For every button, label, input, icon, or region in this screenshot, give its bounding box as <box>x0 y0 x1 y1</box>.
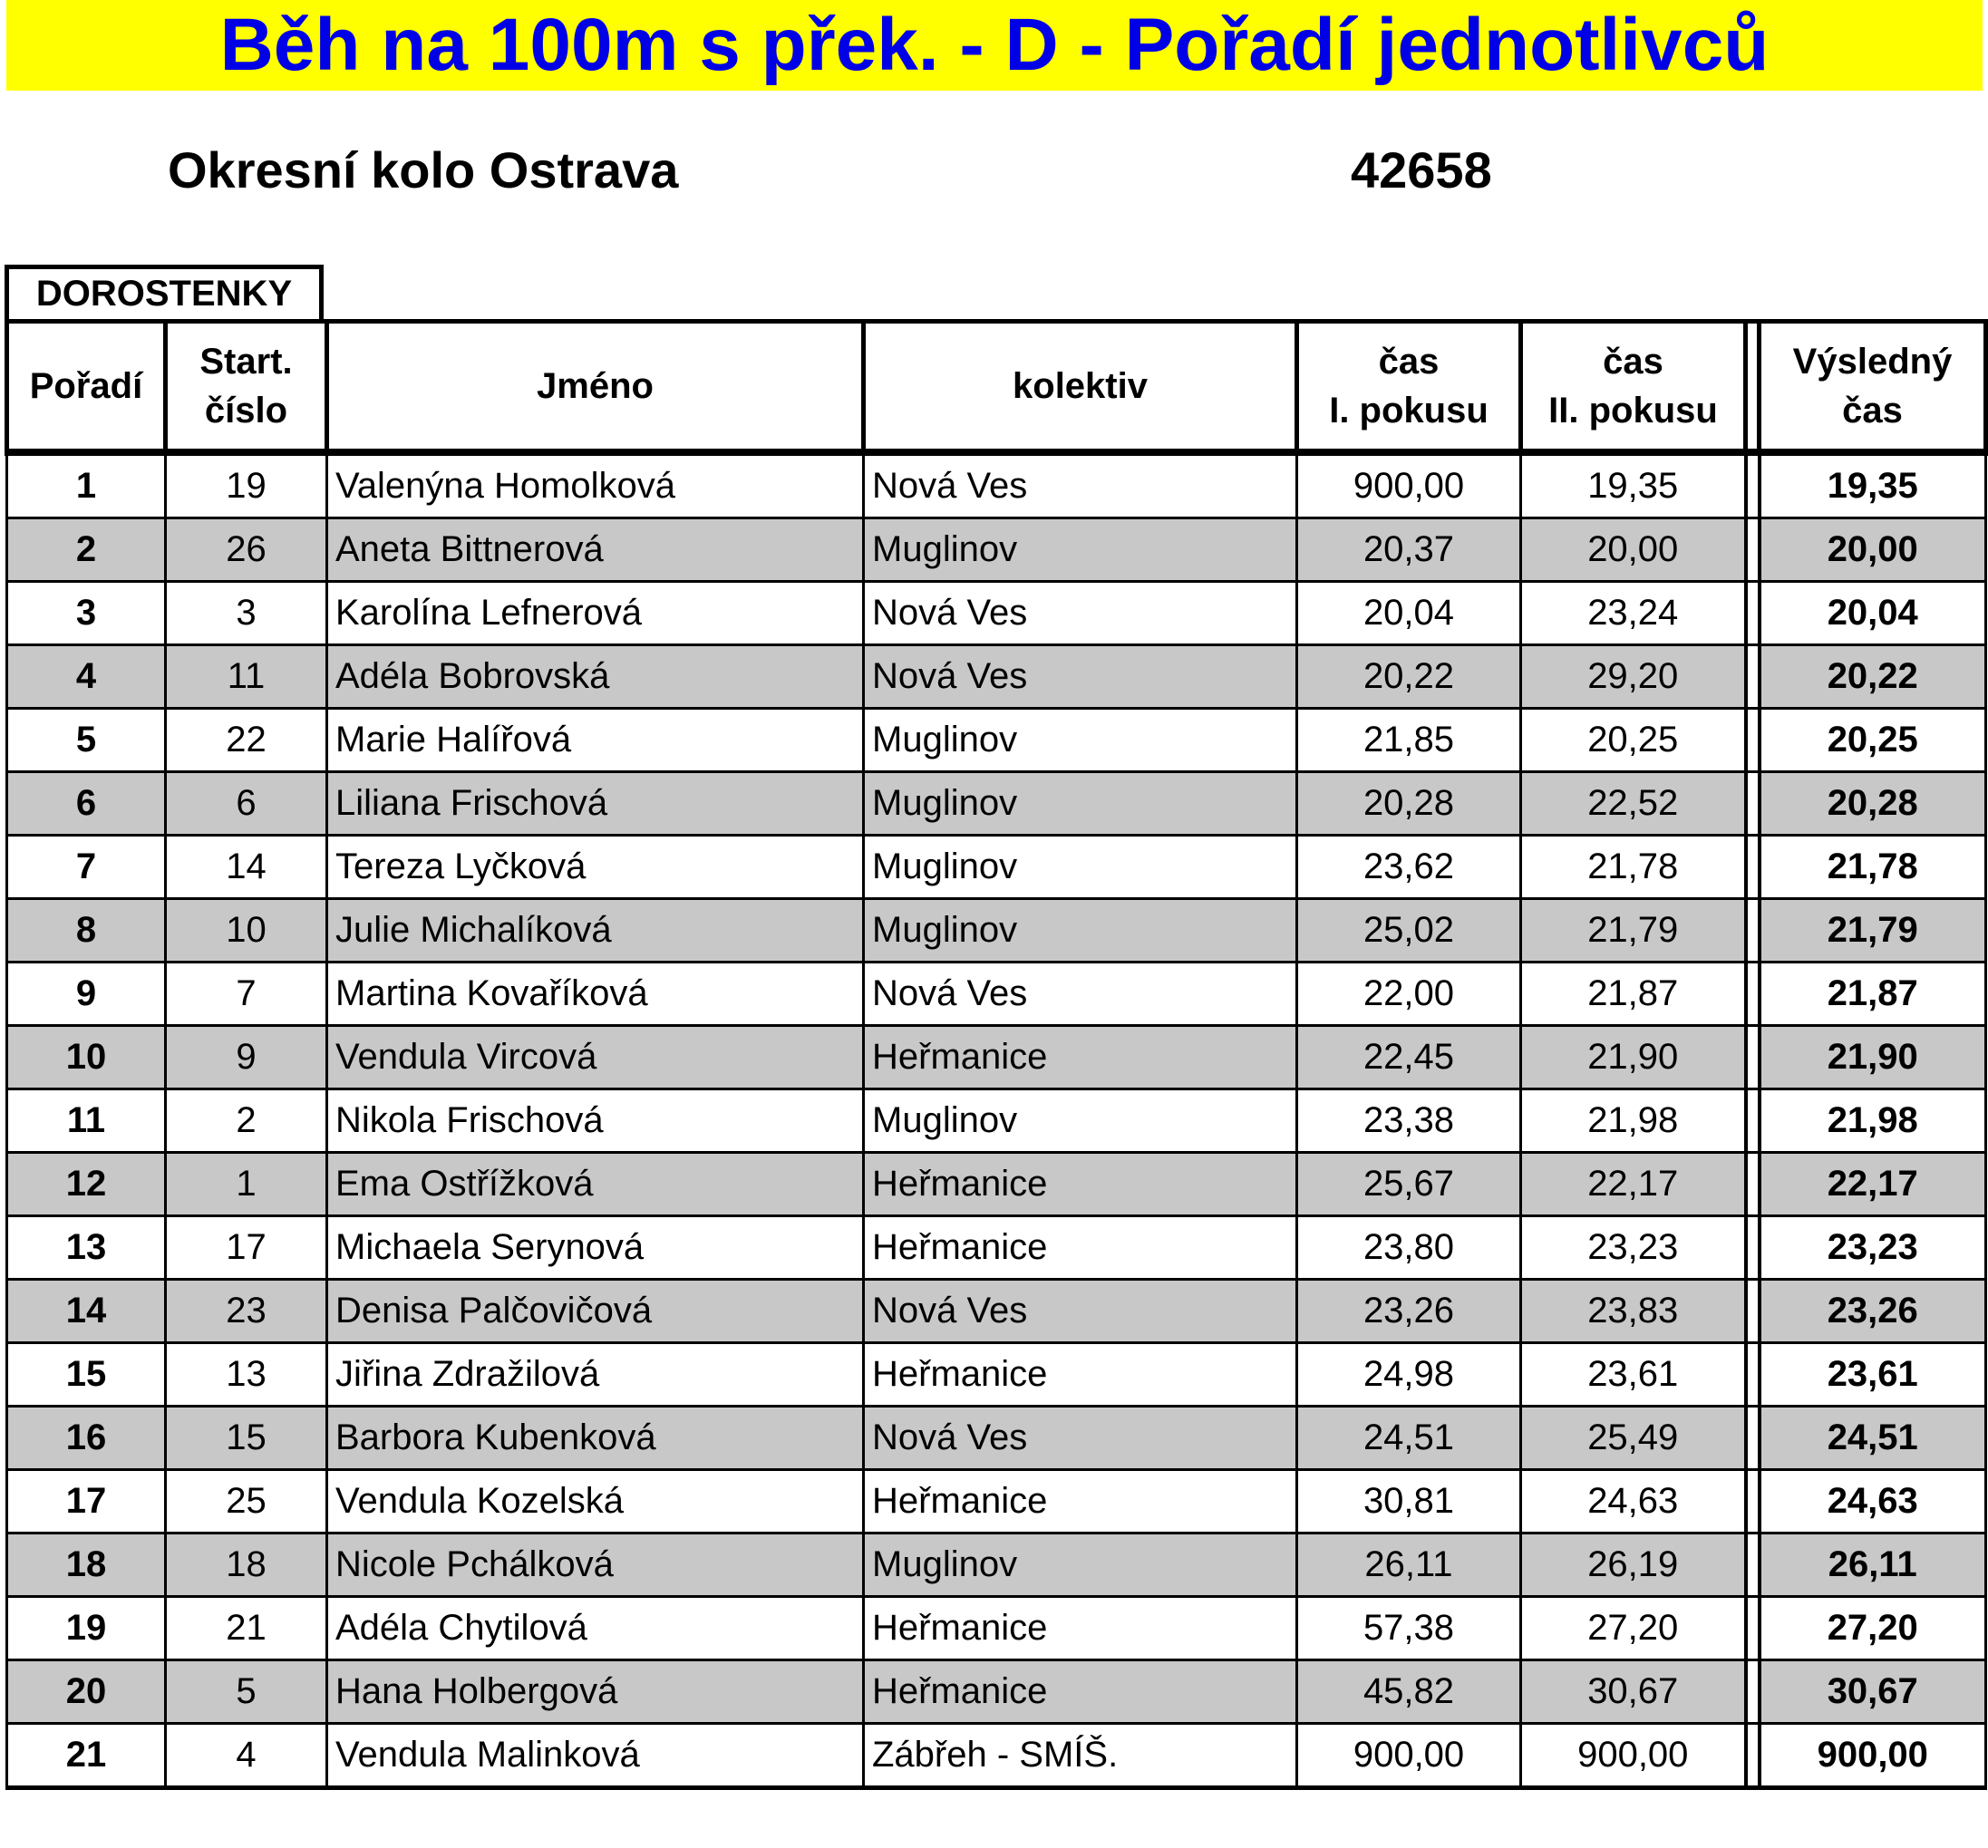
time-second-cell: 22,17 <box>1521 1153 1746 1216</box>
gap-cell <box>1746 582 1760 645</box>
time-second-cell: 21,98 <box>1521 1089 1746 1153</box>
table-row <box>7 709 1986 772</box>
gap-cell <box>1746 645 1760 709</box>
start-number-cell: 25 <box>166 1470 327 1534</box>
club-cell: Muglinov <box>864 1534 1297 1597</box>
table-row <box>7 1089 1986 1153</box>
club-cell: Muglinov <box>864 1089 1297 1153</box>
gap-cell <box>1746 1724 1760 1788</box>
final-time-cell: 20,28 <box>1760 772 1986 836</box>
start-number-cell: 13 <box>166 1343 327 1407</box>
rank-cell: 2 <box>7 518 166 582</box>
header-name: Jméno <box>327 322 864 453</box>
table-row <box>7 1470 1986 1534</box>
table-row <box>7 1597 1986 1660</box>
table-row <box>7 582 1986 645</box>
header-time-first <box>1297 322 1521 453</box>
time-first-cell: 23,62 <box>1297 836 1521 899</box>
table-row <box>7 1153 1986 1216</box>
final-time-cell: 21,78 <box>1760 836 1986 899</box>
name-cell: Tereza Lyčková <box>327 836 864 899</box>
name-cell: Vendula Malinková <box>327 1724 864 1788</box>
final-time-cell: 24,63 <box>1760 1470 1986 1534</box>
rank-cell: 12 <box>7 1153 166 1216</box>
header-start-line2: číslo <box>204 391 288 431</box>
header-t1-line2: I. pokusu <box>1329 391 1489 431</box>
time-second-cell: 23,61 <box>1521 1343 1746 1407</box>
time-first-cell: 20,28 <box>1297 772 1521 836</box>
start-number-cell: 17 <box>166 1216 327 1280</box>
start-number-cell: 18 <box>166 1534 327 1597</box>
rank-cell: 8 <box>7 899 166 963</box>
final-time-cell: 21,90 <box>1760 1026 1986 1089</box>
club-cell: Muglinov <box>864 518 1297 582</box>
final-time-cell: 20,00 <box>1760 518 1986 582</box>
gap-cell <box>1746 1470 1760 1534</box>
table-row <box>7 452 1986 518</box>
time-first-cell: 20,22 <box>1297 645 1521 709</box>
time-second-cell: 21,78 <box>1521 836 1746 899</box>
start-number-cell: 19 <box>166 452 327 518</box>
rank-cell: 1 <box>7 452 166 518</box>
gap-cell <box>1746 518 1760 582</box>
category-label: DOROSTENKY <box>5 265 324 319</box>
header-final-line2: čas <box>1842 391 1903 431</box>
name-cell: Barbora Kubenková <box>327 1407 864 1470</box>
gap-cell <box>1746 1026 1760 1089</box>
name-cell: Vendula Vircová <box>327 1026 864 1089</box>
start-number-cell: 26 <box>166 518 327 582</box>
club-cell: Heřmanice <box>864 1216 1297 1280</box>
time-first-cell: 900,00 <box>1297 1724 1521 1788</box>
table-row <box>7 1660 1986 1724</box>
table-row <box>7 1216 1986 1280</box>
name-cell: Adéla Chytilová <box>327 1597 864 1660</box>
time-second-cell: 21,87 <box>1521 963 1746 1026</box>
rank-cell: 20 <box>7 1660 166 1724</box>
table-row <box>7 772 1986 836</box>
header-start-line1: Start. <box>199 342 293 382</box>
rank-cell: 16 <box>7 1407 166 1470</box>
final-time-cell: 21,87 <box>1760 963 1986 1026</box>
final-time-cell: 19,35 <box>1760 452 1986 518</box>
time-first-cell: 25,02 <box>1297 899 1521 963</box>
time-first-cell: 900,00 <box>1297 452 1521 518</box>
start-number-cell: 5 <box>166 1660 327 1724</box>
final-time-cell: 24,51 <box>1760 1407 1986 1470</box>
gap-cell <box>1746 452 1760 518</box>
rank-cell: 5 <box>7 709 166 772</box>
club-cell: Heřmanice <box>864 1343 1297 1407</box>
club-cell: Heřmanice <box>864 1470 1297 1534</box>
time-second-cell: 29,20 <box>1521 645 1746 709</box>
final-time-cell: 21,98 <box>1760 1089 1986 1153</box>
start-number-cell: 2 <box>166 1089 327 1153</box>
final-time-cell: 22,17 <box>1760 1153 1986 1216</box>
name-cell: Ema Ostřížková <box>327 1153 864 1216</box>
time-second-cell: 20,00 <box>1521 518 1746 582</box>
results-body <box>7 452 1986 1788</box>
time-first-cell: 23,38 <box>1297 1089 1521 1153</box>
final-time-cell: 900,00 <box>1760 1724 1986 1788</box>
time-first-cell: 24,98 <box>1297 1343 1521 1407</box>
table-row <box>7 1343 1986 1407</box>
time-first-cell: 24,51 <box>1297 1407 1521 1470</box>
club-cell: Nová Ves <box>864 582 1297 645</box>
gap-cell <box>1746 1660 1760 1724</box>
club-cell: Heřmanice <box>864 1026 1297 1089</box>
name-cell: Michaela Serynová <box>327 1216 864 1280</box>
name-cell: Jiřina Zdražilová <box>327 1343 864 1407</box>
round-label: Okresní kolo Ostrava <box>168 141 679 198</box>
name-cell: Adéla Bobrovská <box>327 645 864 709</box>
time-first-cell: 22,45 <box>1297 1026 1521 1089</box>
start-number-cell: 10 <box>166 899 327 963</box>
header-final-time <box>1760 322 1986 453</box>
gap-cell <box>1746 1597 1760 1660</box>
club-cell: Zábřeh - SMÍŠ. <box>864 1724 1297 1788</box>
rank-cell: 11 <box>7 1089 166 1153</box>
start-number-cell: 23 <box>166 1280 327 1343</box>
time-second-cell: 900,00 <box>1521 1724 1746 1788</box>
final-time-cell: 23,26 <box>1760 1280 1986 1343</box>
table-header-row <box>7 322 1986 453</box>
start-number-cell: 21 <box>166 1597 327 1660</box>
final-time-cell: 20,04 <box>1760 582 1986 645</box>
name-cell: Hana Holbergová <box>327 1660 864 1724</box>
club-cell: Nová Ves <box>864 1280 1297 1343</box>
name-cell: Nicole Pchálková <box>327 1534 864 1597</box>
gap-cell <box>1746 963 1760 1026</box>
time-first-cell: 22,00 <box>1297 963 1521 1026</box>
rank-cell: 6 <box>7 772 166 836</box>
gap-cell <box>1746 1280 1760 1343</box>
start-number-cell: 22 <box>166 709 327 772</box>
rank-cell: 15 <box>7 1343 166 1407</box>
table-row <box>7 518 1986 582</box>
time-second-cell: 26,19 <box>1521 1534 1746 1597</box>
name-cell: Liliana Frischová <box>327 772 864 836</box>
table-row <box>7 836 1986 899</box>
start-number-cell: 6 <box>166 772 327 836</box>
header-club: kolektiv <box>864 322 1297 453</box>
final-time-cell: 27,20 <box>1760 1597 1986 1660</box>
time-second-cell: 19,35 <box>1521 452 1746 518</box>
gap-cell <box>1746 1089 1760 1153</box>
gap-cell <box>1746 772 1760 836</box>
table-row <box>7 1280 1986 1343</box>
rank-cell: 14 <box>7 1280 166 1343</box>
name-cell: Denisa Palčovičová <box>327 1280 864 1343</box>
header-rank: Pořadí <box>7 322 166 453</box>
event-code: 42658 <box>1351 141 1492 198</box>
time-second-cell: 23,24 <box>1521 582 1746 645</box>
rank-cell: 21 <box>7 1724 166 1788</box>
header-time-second <box>1521 322 1746 453</box>
time-second-cell: 30,67 <box>1521 1660 1746 1724</box>
final-time-cell: 21,79 <box>1760 899 1986 963</box>
time-first-cell: 45,82 <box>1297 1660 1521 1724</box>
page-title: Běh na 100m s přek. - D - Pořadí jednotlivců <box>219 4 1770 86</box>
club-cell: Nová Ves <box>864 645 1297 709</box>
name-cell: Valenýna Homolková <box>327 452 864 518</box>
table-row <box>7 1407 1986 1470</box>
table-row <box>7 899 1986 963</box>
gap-cell <box>1746 1153 1760 1216</box>
final-time-cell: 23,23 <box>1760 1216 1986 1280</box>
start-number-cell: 9 <box>166 1026 327 1089</box>
name-cell: Nikola Frischová <box>327 1089 864 1153</box>
time-first-cell: 25,67 <box>1297 1153 1521 1216</box>
name-cell: Aneta Bittnerová <box>327 518 864 582</box>
rank-cell: 17 <box>7 1470 166 1534</box>
name-cell: Julie Michalíková <box>327 899 864 963</box>
table-row <box>7 1026 1986 1089</box>
club-cell: Nová Ves <box>864 963 1297 1026</box>
start-number-cell: 11 <box>166 645 327 709</box>
club-cell: Nová Ves <box>864 452 1297 518</box>
table-row <box>7 645 1986 709</box>
time-second-cell: 23,83 <box>1521 1280 1746 1343</box>
time-second-cell: 21,90 <box>1521 1026 1746 1089</box>
time-second-cell: 21,79 <box>1521 899 1746 963</box>
gap-cell <box>1746 1343 1760 1407</box>
club-cell: Heřmanice <box>864 1597 1297 1660</box>
header-t2-line2: II. pokusu <box>1548 391 1718 431</box>
header-t2-line1: čas <box>1603 342 1663 382</box>
club-cell: Muglinov <box>864 899 1297 963</box>
header-start-number <box>166 322 327 453</box>
final-time-cell: 30,67 <box>1760 1660 1986 1724</box>
header-final-line1: Výsledný <box>1792 342 1953 382</box>
rank-cell: 18 <box>7 1534 166 1597</box>
time-first-cell: 23,26 <box>1297 1280 1521 1343</box>
rank-cell: 13 <box>7 1216 166 1280</box>
time-second-cell: 24,63 <box>1521 1470 1746 1534</box>
header-gap <box>1746 322 1760 453</box>
gap-cell <box>1746 709 1760 772</box>
time-second-cell: 20,25 <box>1521 709 1746 772</box>
club-cell: Muglinov <box>864 772 1297 836</box>
final-time-cell: 26,11 <box>1760 1534 1986 1597</box>
time-second-cell: 22,52 <box>1521 772 1746 836</box>
time-first-cell: 20,37 <box>1297 518 1521 582</box>
name-cell: Karolína Lefnerová <box>327 582 864 645</box>
gap-cell <box>1746 836 1760 899</box>
gap-cell <box>1746 899 1760 963</box>
rank-cell: 10 <box>7 1026 166 1089</box>
final-time-cell: 20,25 <box>1760 709 1986 772</box>
title-banner <box>6 0 1983 91</box>
time-first-cell: 30,81 <box>1297 1470 1521 1534</box>
table-row <box>7 963 1986 1026</box>
final-time-cell: 23,61 <box>1760 1343 1986 1407</box>
start-number-cell: 3 <box>166 582 327 645</box>
time-first-cell: 26,11 <box>1297 1534 1521 1597</box>
rank-cell: 19 <box>7 1597 166 1660</box>
time-first-cell: 20,04 <box>1297 582 1521 645</box>
name-cell: Vendula Kozelská <box>327 1470 864 1534</box>
results-table <box>5 319 1988 1790</box>
table-row <box>7 1724 1986 1788</box>
rank-cell: 4 <box>7 645 166 709</box>
time-second-cell: 27,20 <box>1521 1597 1746 1660</box>
name-cell: Martina Kovaříková <box>327 963 864 1026</box>
gap-cell <box>1746 1407 1760 1470</box>
time-first-cell: 57,38 <box>1297 1597 1521 1660</box>
time-first-cell: 21,85 <box>1297 709 1521 772</box>
club-cell: Heřmanice <box>864 1660 1297 1724</box>
time-first-cell: 23,80 <box>1297 1216 1521 1280</box>
rank-cell: 7 <box>7 836 166 899</box>
header-t1-line1: čas <box>1378 342 1440 382</box>
rank-cell: 3 <box>7 582 166 645</box>
start-number-cell: 14 <box>166 836 327 899</box>
time-second-cell: 23,23 <box>1521 1216 1746 1280</box>
start-number-cell: 7 <box>166 963 327 1026</box>
club-cell: Nová Ves <box>864 1407 1297 1470</box>
club-cell: Muglinov <box>864 709 1297 772</box>
gap-cell <box>1746 1216 1760 1280</box>
time-second-cell: 25,49 <box>1521 1407 1746 1470</box>
start-number-cell: 15 <box>166 1407 327 1470</box>
club-cell: Muglinov <box>864 836 1297 899</box>
table-row <box>7 1534 1986 1597</box>
final-time-cell: 20,22 <box>1760 645 1986 709</box>
start-number-cell: 4 <box>166 1724 327 1788</box>
gap-cell <box>1746 1534 1760 1597</box>
start-number-cell: 1 <box>166 1153 327 1216</box>
name-cell: Marie Halířová <box>327 709 864 772</box>
rank-cell: 9 <box>7 963 166 1026</box>
club-cell: Heřmanice <box>864 1153 1297 1216</box>
